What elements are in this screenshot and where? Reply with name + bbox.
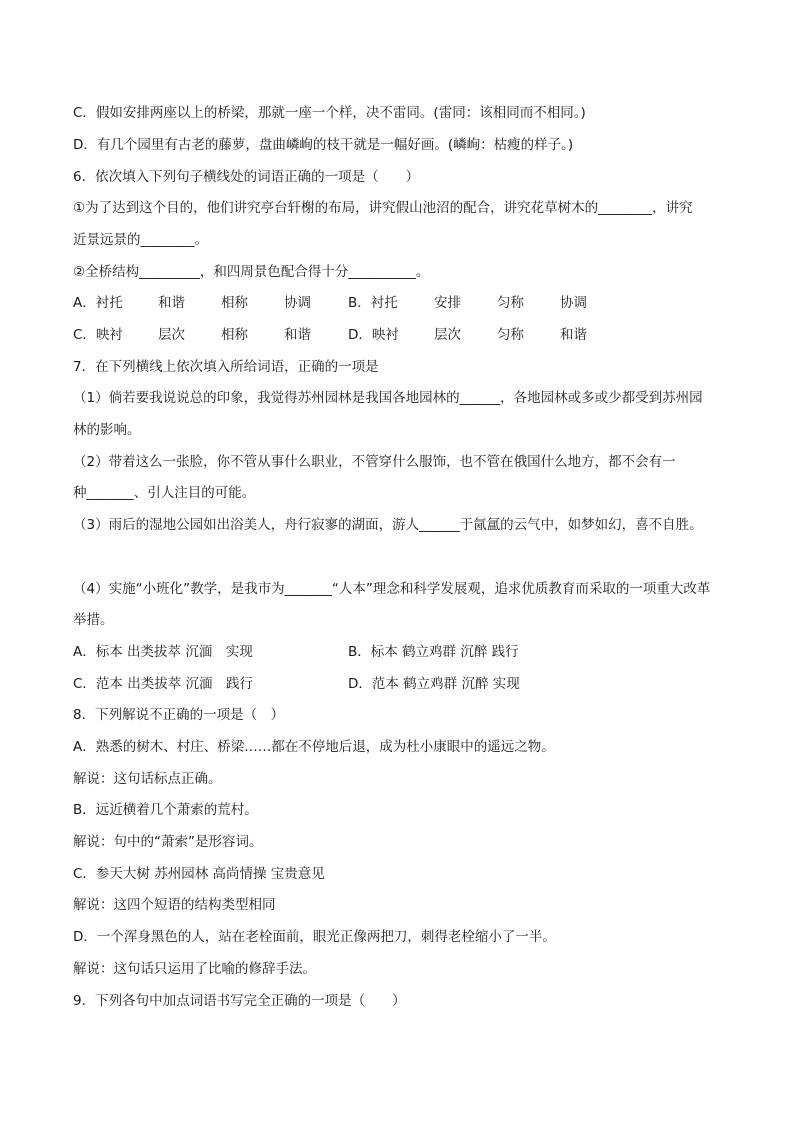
- q6-option-word: 协调: [560, 295, 587, 311]
- q6-option-word: 和谐: [560, 327, 587, 343]
- q8-option-d-note: 解说：这句话只运用了比喻的修辞手法。: [73, 961, 316, 977]
- q6-option-label: D．映衬: [348, 327, 399, 343]
- q6-option-word: 和谐: [158, 295, 185, 311]
- q7-option-d: D．范本 鹤立鸡群 沉醉 实现: [348, 676, 520, 692]
- q8-option-a: A．熟悉的树木、村庄、桥梁……都在不停地后退，成为杜小康眼中的遥远之物。: [73, 739, 555, 755]
- q6-option-label: C．映衬: [73, 327, 123, 343]
- q7-sentence-2-cont: 种_______、引人注目的可能。: [73, 485, 256, 501]
- q6-option-word: 匀称: [497, 327, 524, 343]
- q7-sentence-1: （1）倘若要我说说总的印象，我觉得苏州园林是我国各地园林的______，各地园林或多或少都受到苏州园: [73, 390, 703, 406]
- q8-option-d: D．一个浑身黑色的人，站在老栓面前，眼光正像两把刀，刺得老栓缩小了一半。: [73, 929, 556, 945]
- q6-option-word: 层次: [434, 327, 461, 343]
- q8-option-c-note: 解说：这四个短语的结构类型相同: [73, 897, 276, 913]
- q5-option-c: C．假如安排两座以上的桥梁，那就一座一个样，决不雷同。(雷同：该相同而不相同。): [73, 105, 586, 121]
- q6-stem: 6．依次填入下列句子横线处的词语正确的一项是（ ）: [73, 169, 420, 185]
- q7-stem: 7．在下列横线上依次填入所给词语，正确的一项是: [73, 359, 379, 375]
- q6-option-word: 匀称: [497, 295, 524, 311]
- q6-option-label: A．衬托: [73, 295, 123, 311]
- q6-option-word: 协调: [284, 295, 311, 311]
- q5-option-d: D．有几个园里有古老的藤萝，盘曲嶙峋的枝干就是一幅好画。(嶙峋：枯瘦的样子。): [73, 137, 574, 153]
- q7-option-c: C．范本 出类拔萃 沉湎 践行: [73, 676, 254, 692]
- q7-option-a: A．标本 出类拔萃 沉湎 实现: [73, 644, 253, 660]
- q6-sentence-1: ①为了达到这个目的，他们讲究亭台轩榭的布局，讲究假山池沼的配合，讲究花草树木的________，讲究: [73, 200, 693, 216]
- q6-option-word: 相称: [221, 327, 248, 343]
- q6-option-word: 和谐: [284, 327, 311, 343]
- q8-option-a-note: 解说：这句话标点正确。: [73, 771, 222, 787]
- q7-option-b: B．标本 鹤立鸡群 沉醉 践行: [348, 644, 519, 660]
- q7-sentence-1-cont: 林的影响。: [73, 422, 141, 438]
- q7-sentence-4-cont: 举措。: [73, 612, 114, 628]
- q6-option-word: 层次: [158, 327, 185, 343]
- q8-stem: 8．下列解说不正确的一项是（ ）: [73, 707, 285, 723]
- q7-sentence-2: （2）带着这么一张脸，你不管从事什么职业，不管穿什么服饰，也不管在俄国什么地方，都不会有一: [73, 454, 676, 470]
- q9-stem: 9．下列各句中加点词语书写完全正确的一项是（ ）: [73, 993, 406, 1009]
- q6-sentence-2: ②全桥结构_________，和四周景色配合得十分__________。: [73, 264, 430, 280]
- q6-option-word: 安排: [434, 295, 461, 311]
- q7-sentence-3: （3）雨后的湿地公园如出浴美人，舟行寂寥的湖面，游人______于氤氲的云气中，如梦如幻，喜不自胜。: [73, 517, 703, 533]
- q6-option-word: 相称: [221, 295, 248, 311]
- q6-sentence-1-cont: 近景远景的________。: [73, 232, 208, 248]
- q8-option-b: B．远近横着几个萧索的荒村。: [73, 802, 258, 818]
- q6-option-label: B．衬托: [348, 295, 398, 311]
- q8-option-c: C．参天大树 苏州园林 高尚情操 宝贵意见: [73, 866, 325, 882]
- q8-option-b-note: 解说：句中的“萧索”是形容词。: [73, 834, 263, 850]
- q7-sentence-4: （4）实施“小班化”教学，是我市为_______“人本”理念和科学发展观，追求优质教育而采取的一项重大改革: [73, 581, 711, 597]
